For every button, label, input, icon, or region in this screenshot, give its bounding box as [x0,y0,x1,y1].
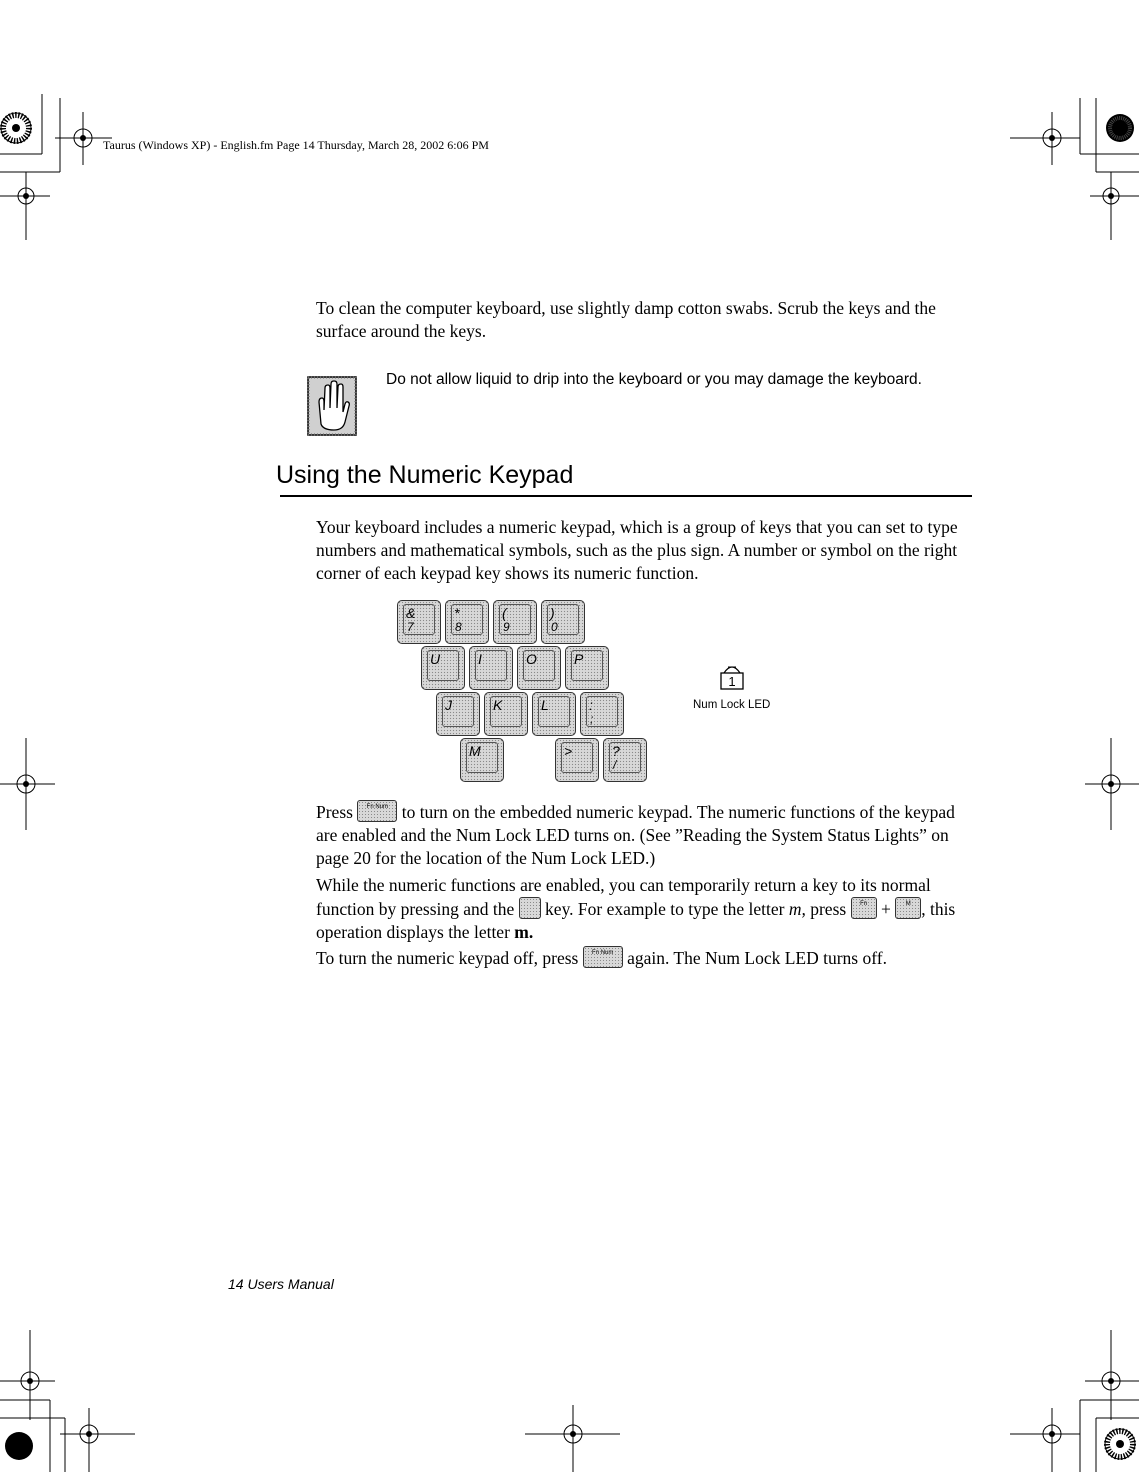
keypad-illustration [395,596,670,796]
keypad-key: L [532,692,576,736]
heading-rule [280,495,972,497]
keypad-key: I [469,646,513,690]
stop-hand-icon [307,376,357,436]
letter-m-bold: m. [514,922,534,942]
page-footer: 14 Users Manual [228,1276,334,1292]
numlock-key-icon-2: Fn Num [583,946,623,968]
p4-text-b: key. For example to type the letter [545,899,785,919]
press-numlock-paragraph [316,800,976,870]
temporary-return-paragraph [316,874,976,944]
keypad-key: K [484,692,528,736]
keypad-key: U [421,646,465,690]
num-lock-led-label: Num Lock LED [693,699,771,711]
p4-text-c: press [810,899,847,919]
cleaning-paragraph: To clean the computer keyboard, use slightly damp cotton swabs. Scrub the keys and the surface around the keys. [316,298,936,341]
keypad-key: & 7 [397,600,441,644]
p4-text-d: , this operation displays the letter [316,899,956,942]
print-header: Taurus (Windows XP) - English.fm Page 14 Thursday, March 28, 2002 6:06 PM [103,138,489,152]
keypad-key: J [436,692,480,736]
keypad-key: ( 9 [493,600,537,644]
p5-text-b: again. The Num Lock LED turns off. [627,948,887,968]
p4-text-a: While the numeric functions are enabled, you can temporarily return a key to its normal function by pressing and the [316,875,931,919]
press-word: Press [316,802,353,822]
keypad-key: * 8 [445,600,489,644]
num-lock-led-icon [719,661,745,691]
section-heading: Using the Numeric Keypad [276,461,574,489]
keypad-key: O [517,646,561,690]
keypad-key: ) 0 [541,600,585,644]
m-key-icon: M [895,897,921,919]
fn-key-icon [519,897,541,919]
keypad-key: P [565,646,609,690]
keypad-key: M [460,738,504,782]
fn-key-icon-2: Fn [851,897,877,919]
turn-off-paragraph [316,946,976,970]
led-number: 1 [728,674,736,689]
keypad-key: ? / [603,738,647,782]
keypad-intro-paragraph: Your keyboard includes a numeric keypad, which is a group of keys that you can set to type numbers and mathematical symbols, such as the plus sign. A number or symbol on the right corner of each keypad key shows its numeric function. [316,517,958,583]
keypad-key: : ; [580,692,624,736]
letter-m-italic: m, [788,899,806,919]
plus-sign: + [880,899,891,919]
warning-text: Do not allow liquid to drip into the keyboard or you may damage the keyboard. [386,371,922,388]
numlock-key-icon: Fn Num [357,800,397,822]
p5-text-a: To turn the numeric keypad off, press [316,948,579,968]
keypad-key: > [555,738,599,782]
press-rest: to turn on the embedded numeric keypad. The numeric functions of the keypad are enabled and the Num Lock LED turns on. (See ”Reading the System Status Lights” on page 20 for the location of the Num Lock LED.) [316,802,955,868]
